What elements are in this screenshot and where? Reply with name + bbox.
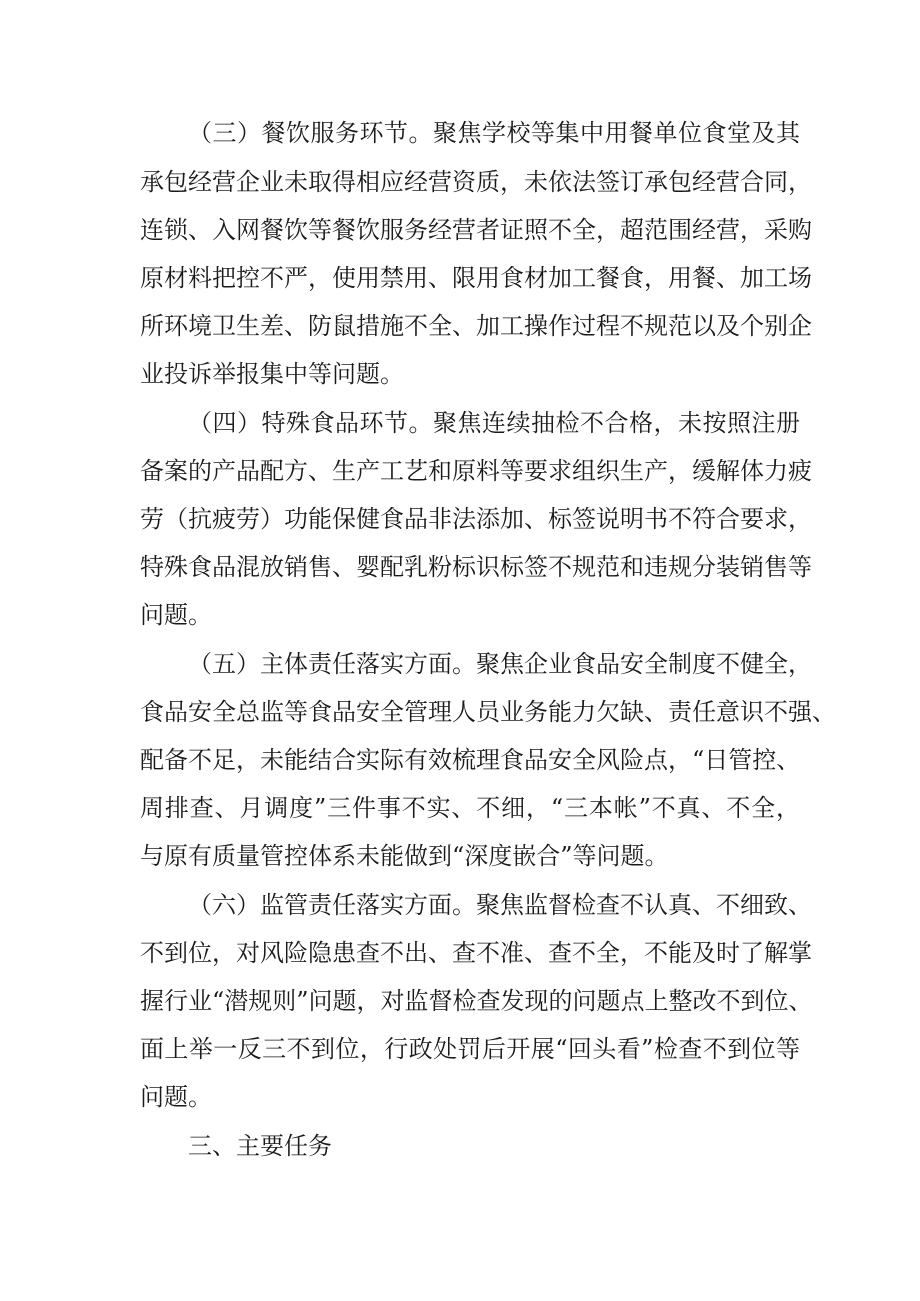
text-line: （六）监管责任落实方面。聚焦监督检查不认真、不细致、	[188, 891, 812, 919]
text-line: 配备不足，未能结合实际有效梳理食品安全风险点，“日管控、	[140, 746, 801, 774]
text-line: 连锁、入网餐饮等餐饮服务经营者证照不全，超范围经营，采购	[140, 216, 812, 244]
text-line: 面上举一反三不到位，行政处罚后开展“回头看”检查不到位等	[140, 1035, 800, 1063]
text-line: 周排查、月调度”三件事不实、不细，“三本帐”不真、不全，	[140, 794, 800, 822]
text-line: 与原有质量管控体系未能做到“深度嵌合”等问题。	[140, 842, 669, 870]
text-line: 不到位，对风险隐患查不出、查不准、查不全，不能及时了解掌	[140, 939, 812, 967]
text-line: 原材料把控不严，使用禁用、限用食材加工餐食，用餐、加工场	[140, 264, 812, 292]
text-line: 问题。	[140, 1083, 212, 1111]
section-heading: 三、主要任务	[188, 1132, 332, 1160]
text-line: 备案的产品配方、生产工艺和原料等要求组织生产，缓解体力疲	[140, 457, 812, 485]
text-line: 问题。	[140, 601, 212, 629]
text-line: 所环境卫生差、防鼠措施不全、加工操作过程不规范以及个别企	[140, 312, 812, 340]
text-line: 握行业“潜规则”问题，对监督检查发现的问题点上整改不到位、	[140, 987, 813, 1015]
text-line: 劳（抗疲劳）功能保健食品非法添加、标签说明书不符合要求，	[140, 505, 812, 533]
text-line: 食品安全总监等食品安全管理人员业务能力欠缺、责任意识不强、	[140, 698, 836, 726]
text-line: （五）主体责任落实方面。聚焦企业食品安全制度不健全，	[188, 650, 812, 678]
text-line: （三）餐饮服务环节。聚焦学校等集中用餐单位食堂及其	[188, 119, 800, 147]
text-line: 承包经营企业未取得相应经营资质，未依法签订承包经营合同，	[140, 168, 812, 196]
text-line: （四）特殊食品环节。聚焦连续抽检不合格，未按照注册	[188, 409, 800, 437]
text-line: 特殊食品混放销售、婴配乳粉标识标签不规范和违规分装销售等	[140, 553, 812, 581]
text-line: 业投诉举报集中等问题。	[140, 360, 404, 388]
